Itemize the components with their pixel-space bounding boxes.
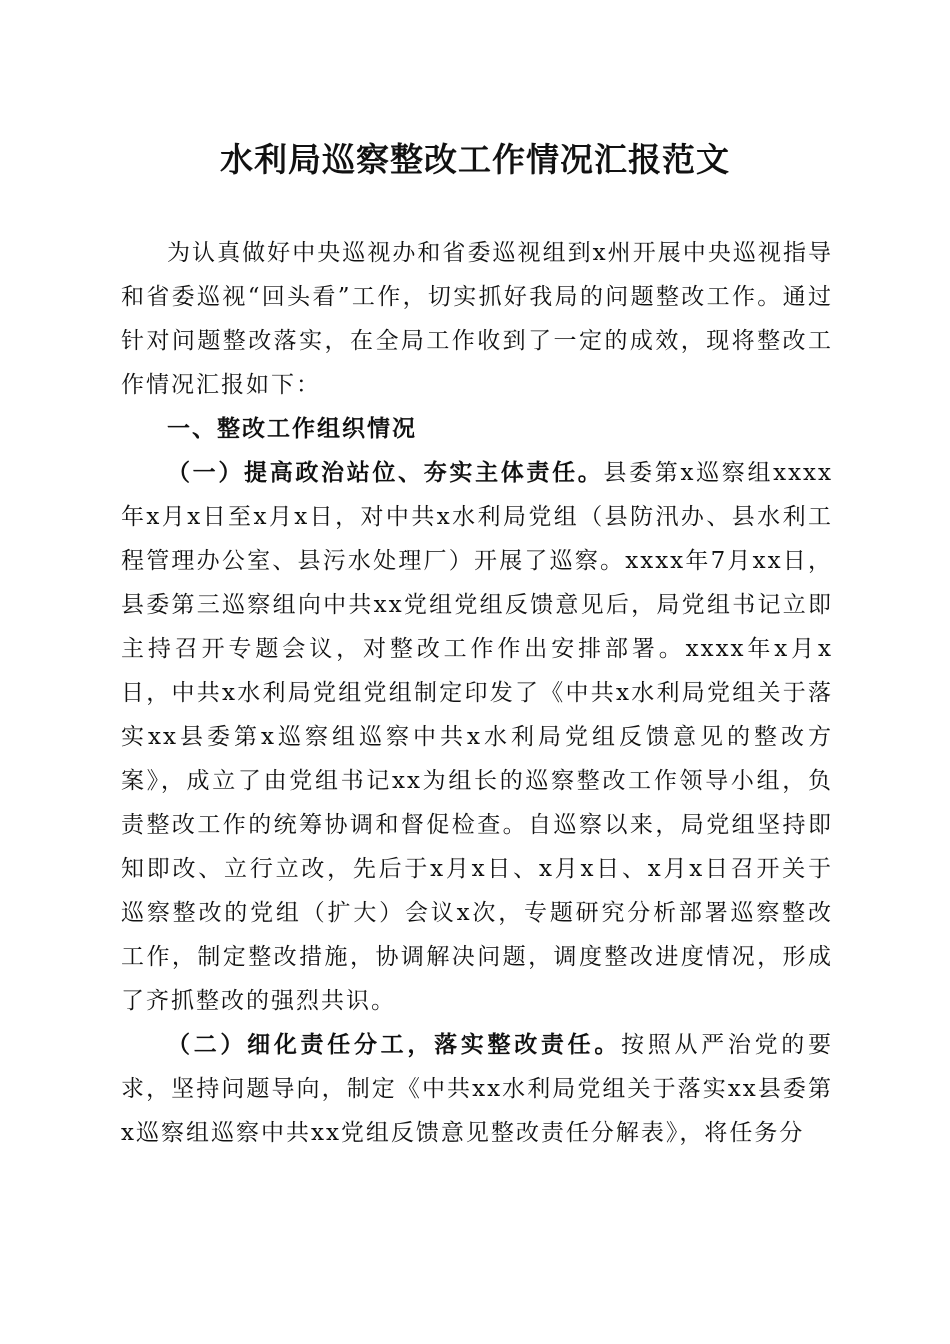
intro-paragraph: 为认真做好中央巡视办和省委巡视组到x州开展中央巡视指导和省委巡视“回头看”工作，切实抓好我局的问题整改工作。通过针对问题整改落实，在全局工作收到了一定的成效，现将整改工作情况汇报如下： — [121, 240, 833, 398]
paragraph-item-1 — [121, 451, 833, 1023]
item-2-lead: （二）细化责任分工，落实整改责任。 — [167, 1031, 622, 1058]
item-2-text: 按照从严治党的要求，坚持问题导向，制定《中共xx水利局党组关于落实xx县委第x巡察组巡察中共xx党组反馈意见整改责任分解表》，将任务分 — [121, 1032, 834, 1146]
item-1-text: 县委第x巡察组xxxx年x月x日至x月x日，对中共x水利局党组（县防汛办、县水利工程管理办公室、县污水处理厂）开展了巡察。xxxx年7月xx日，县委第三巡察组向中共xx党组党组反馈意见后，局党组书记立即主持召开专题会议，对整改工作作出安排部署。xxxx年x月x日，中共x水利局党组党组制定印发了《中共x水利局党组关于落实xx县委第x巡察组巡察中共x水利局党组反馈意见的整改方案》，成立了由党组书记xx为组长的巡察整改工作领导小组，负责整改工作的统筹协调和督促检查。自巡察以来，局党组坚持即知即改、立行立改，先后于x月x日、x月x日、x月x日召开关于巡察整改的党组（扩大）会议x次，专题研究分析部署巡察整改工作，制定整改措施，协调解决问题，调度整改进度情况，形成了齐抓整改的强烈共识。 — [121, 460, 834, 1014]
item-1-lead: （一）提高政治站位、夯实主体责任。 — [167, 459, 604, 486]
document-title: 水利局巡察整改工作情况汇报范文 — [220, 140, 730, 179]
document-body — [121, 231, 833, 1155]
section-heading: 一、整改工作组织情况 — [167, 416, 417, 442]
paragraph-item-2 — [121, 1023, 833, 1155]
